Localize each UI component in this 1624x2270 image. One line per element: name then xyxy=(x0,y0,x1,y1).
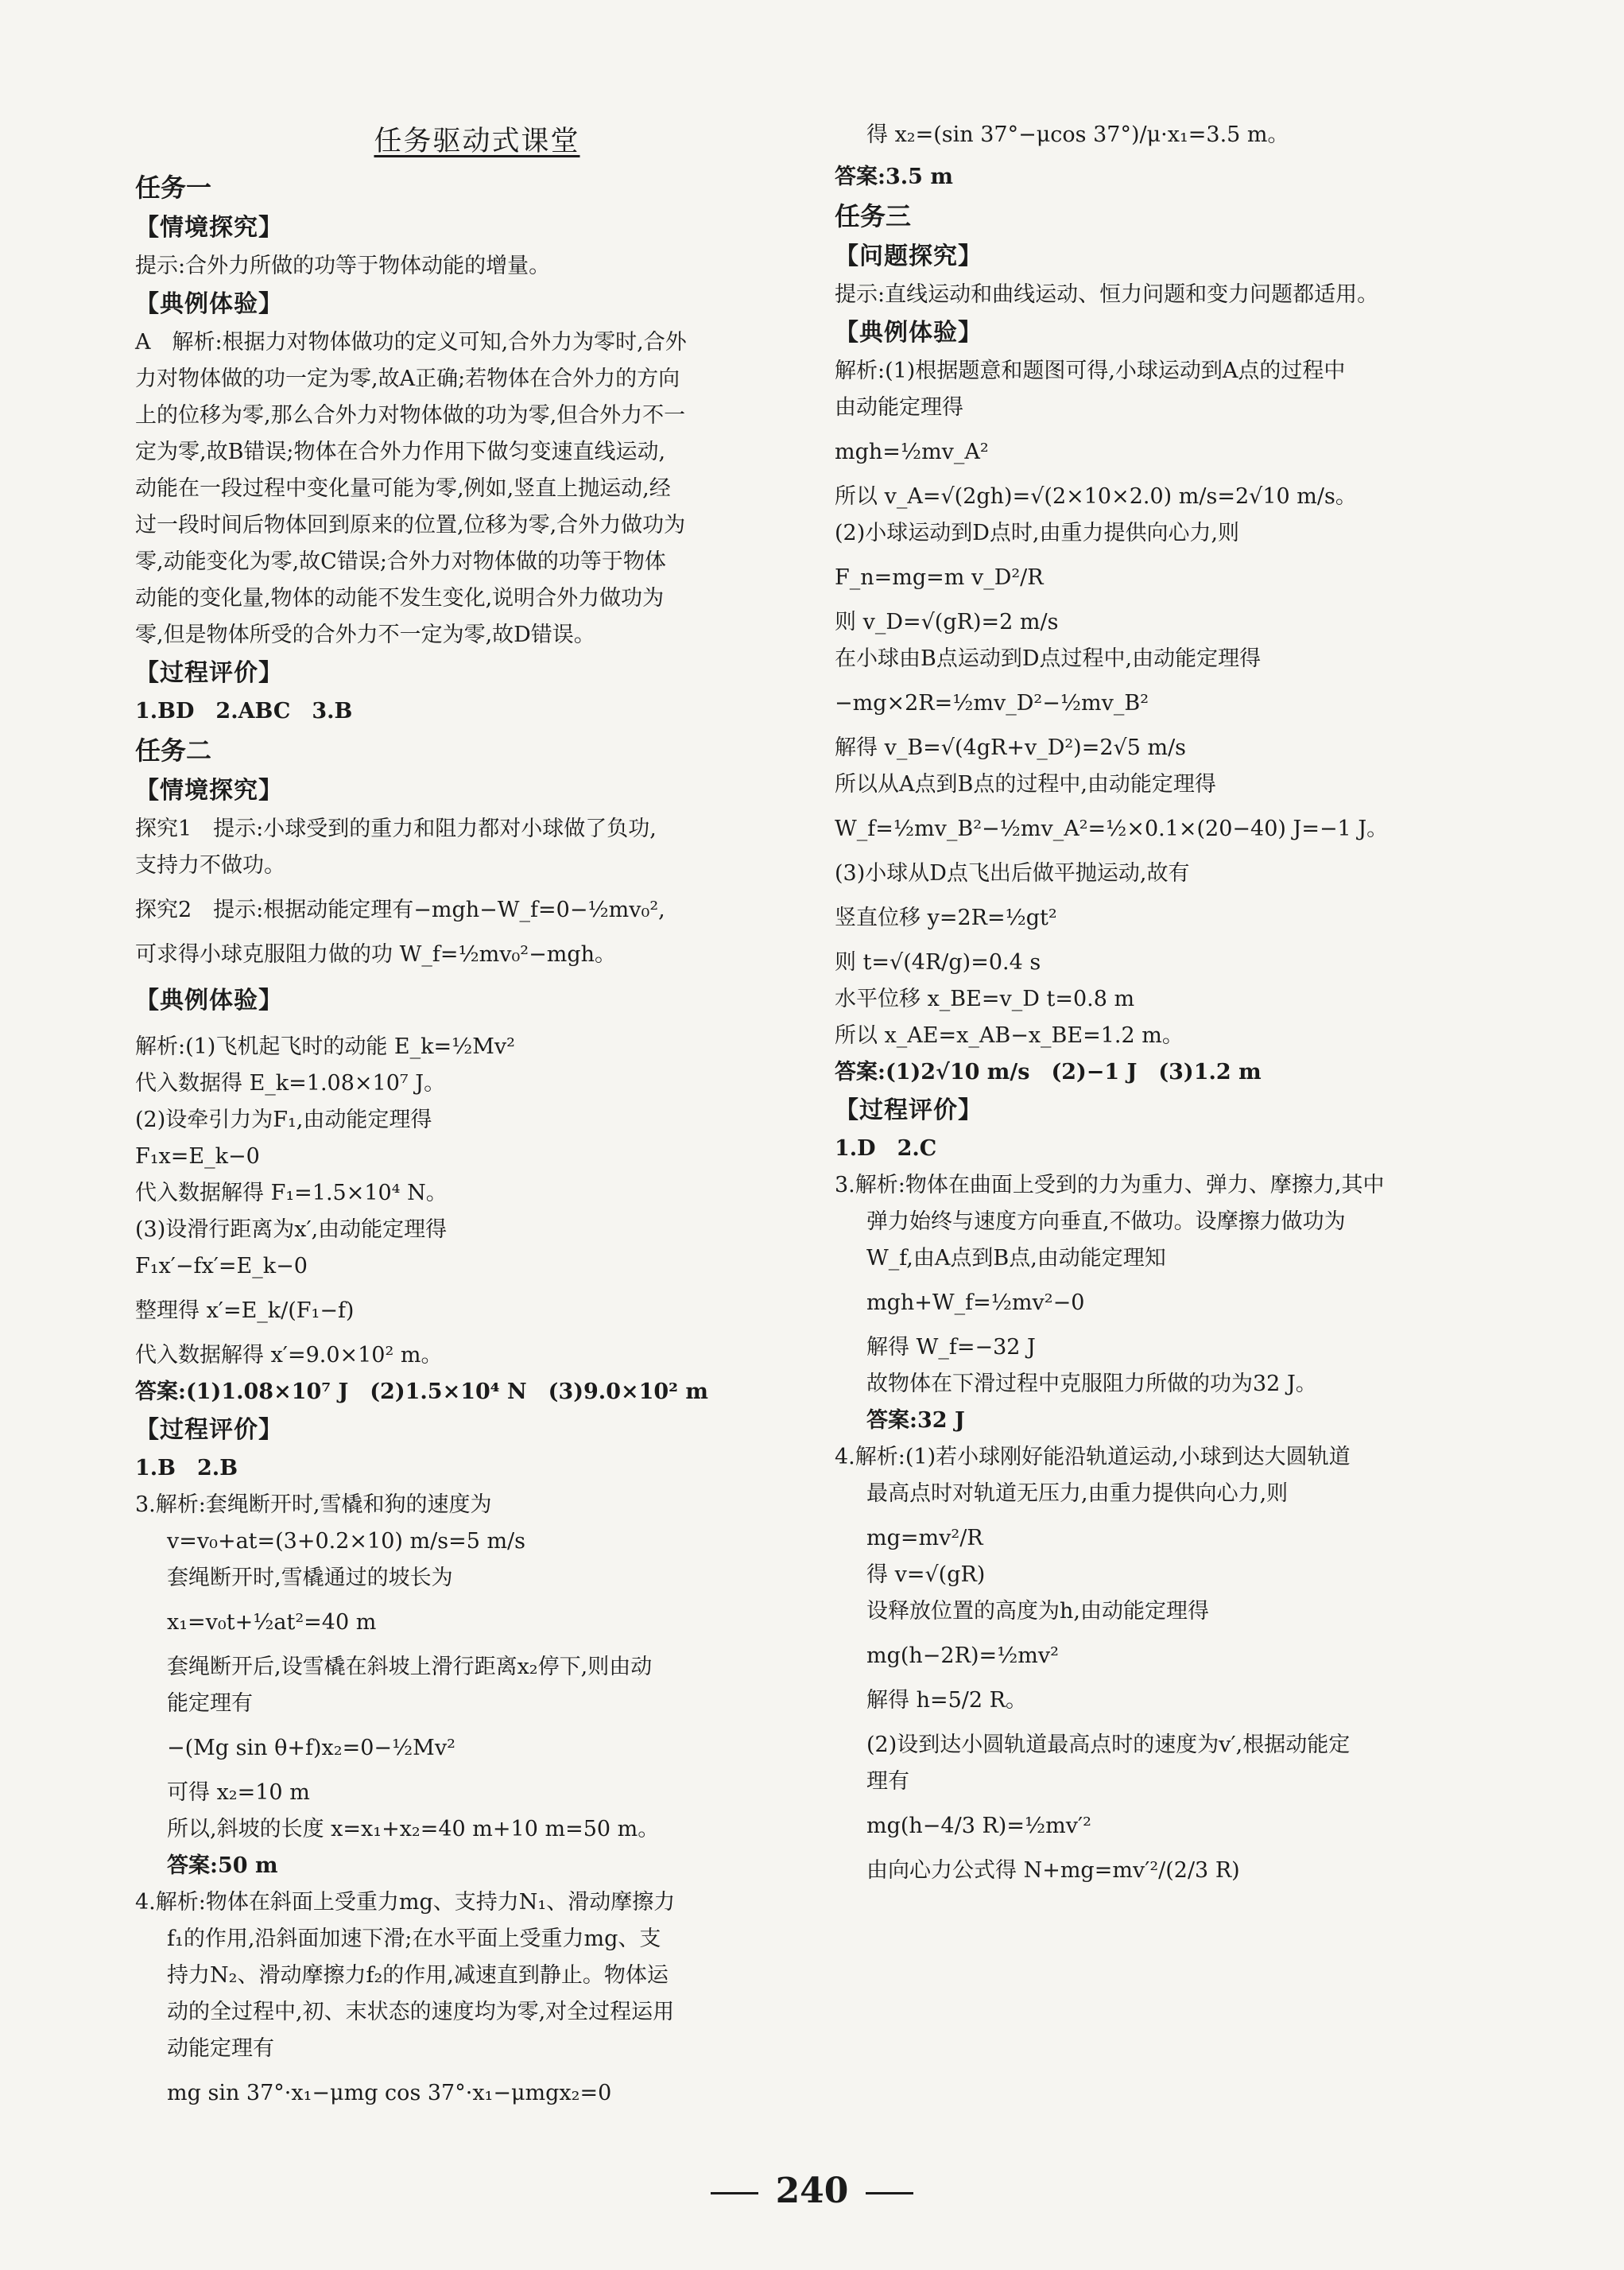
task2-answer: 答案:(1)1.08×10⁷ J (2)1.5×10⁴ N (3)9.0×10² m xyxy=(135,1379,708,1404)
task2-heading: 任务二 xyxy=(135,735,212,766)
q4-line: 4.解析:物体在斜面上受重力mg、支持力N₁、滑动摩擦力 xyxy=(135,1890,676,1915)
formula-line: −mg×2R=½mv_D²−½mv_B² xyxy=(835,691,1149,716)
q4-line: 理有 xyxy=(866,1769,909,1794)
text-line: 探究2 提示:根据动能定理有−mgh−W_f=0−½mv₀², xyxy=(135,898,665,922)
q3-line: 所以,斜坡的长度 x=x₁+x₂=40 m+10 m=50 m。 xyxy=(167,1817,660,1841)
task3-answers: 1.D 2.C xyxy=(835,1136,937,1161)
formula-line: F₁x′−fx′=E_k−0 xyxy=(135,1254,308,1279)
formula-line: 解析:(1)根据题意和题图可得,小球运动到A点的过程中 xyxy=(835,359,1346,383)
q4-line: 动能定理有 xyxy=(167,2036,274,2061)
page-number-dash-left xyxy=(711,2192,758,2194)
task1-hint: 提示:合外力所做的功等于物体动能的增量。 xyxy=(135,254,551,278)
formula-line: 解得 v_B=√(4gR+v_D²)=2√5 m/s xyxy=(835,735,1187,760)
q4-line: 由向心力公式得 N+mg=mv′²/(2/3 R) xyxy=(866,1858,1240,1883)
q4-line: mg=mv²/R xyxy=(866,1526,983,1550)
text-line: 探究1 提示:小球受到的重力和阻力都对小球做了负功, xyxy=(135,817,657,841)
q3-line: 3.解析:套绳断开时,雪橇和狗的速度为 xyxy=(135,1492,492,1517)
formula-line: W_f=½mv_B²−½mv_A²=½×0.1×(20−40) J=−1 J。 xyxy=(835,817,1389,841)
q4-line: 动的全过程中,初、末状态的速度均为零,对全过程运用 xyxy=(167,2000,675,2024)
formula-line: 解析:(1)飞机起飞时的动能 E_k=½Mv² xyxy=(135,1034,516,1059)
formula-line: (2)小球运动到D点时,由重力提供向心力,则 xyxy=(835,521,1240,545)
q4-line: 得 v=√(gR) xyxy=(866,1562,986,1587)
q3-line: v=v₀+at=(3+0.2×10) m/s=5 m/s xyxy=(167,1529,526,1554)
q4-line: (2)设到达小圆轨道最高点时的速度为v′,根据动能定 xyxy=(866,1733,1351,1757)
page-number-text: 240 xyxy=(775,2171,849,2211)
formula-line: 由动能定理得 xyxy=(835,395,963,420)
left-column xyxy=(135,119,819,2112)
q4-line: mg sin 37°·x₁−μmg cos 37°·x₁−μmgx₂=0 xyxy=(167,2081,612,2105)
task2-section-example: 【典例体验】 xyxy=(135,987,283,1015)
task2-section-scenario: 【情境探究】 xyxy=(135,777,283,805)
text-line: 力对物体做的功一定为零,故A正确;若物体在合外力的方向 xyxy=(135,367,680,391)
task3-section-example: 【典例体验】 xyxy=(835,319,983,347)
task1-heading: 任务一 xyxy=(135,173,212,203)
q3-line: W_f,由A点到B点,由动能定理知 xyxy=(866,1246,1166,1271)
q4-line: 解得 h=5/2 R。 xyxy=(866,1688,1027,1713)
q3-line: −(Mg sin θ+f)x₂=0−½Mv² xyxy=(167,1736,455,1760)
text-line: 支持力不做功。 xyxy=(135,853,285,878)
q3-line: 套绳断开时,雪橇通过的坡长为 xyxy=(167,1566,453,1590)
task3-heading: 任务三 xyxy=(835,201,912,231)
formula-line: mgh=½mv_A² xyxy=(835,440,989,464)
text-line: 零,但是物体所受的合外力不一定为零,故D错误。 xyxy=(135,623,595,647)
right-column xyxy=(835,111,1479,1889)
formula-line: (3)小球从D点飞出后做平抛运动,故有 xyxy=(835,861,1190,886)
formula-line: 竖直位移 y=2R=½gt² xyxy=(835,906,1057,930)
answer-line: 答案:3.5 m xyxy=(835,165,953,189)
text-line: 动能的变化量,物体的动能不发生变化,说明合外力做功为 xyxy=(135,586,665,611)
task3-section-evaluation: 【过程评价】 xyxy=(835,1096,983,1124)
q3-line: 故物体在下滑过程中克服阻力所做的功为32 J。 xyxy=(866,1372,1317,1396)
formula-line: F₁x=E_k−0 xyxy=(135,1144,260,1169)
task2-section-evaluation: 【过程评价】 xyxy=(135,1416,283,1444)
text-line: 定为零,故B错误;物体在合外力作用下做匀变速直线运动, xyxy=(135,440,666,464)
text-line: 过一段时间后物体回到原来的位置,位移为零,合外力做功为 xyxy=(135,513,686,537)
formula-line: 所以 v_A=√(2gh)=√(2×10×2.0) m/s=2√10 m/s。 xyxy=(835,484,1357,509)
formula-line: 所以 x_AE=x_AB−x_BE=1.2 m。 xyxy=(835,1023,1184,1048)
q3-answer: 答案:50 m xyxy=(167,1853,278,1878)
formula-line: (2)设牵引力为F₁,由动能定理得 xyxy=(135,1108,432,1132)
q3-line: 3.解析:物体在曲面上受到的力为重力、弹力、摩擦力,其中 xyxy=(835,1173,1385,1197)
q4-line: 4.解析:(1)若小球刚好能沿轨道运动,小球到达大圆轨道 xyxy=(835,1445,1351,1469)
q4-line: mg(h−4/3 R)=½mv′² xyxy=(866,1814,1091,1838)
q3-line: mgh+W_f=½mv²−0 xyxy=(866,1290,1085,1315)
page-number xyxy=(0,2171,1624,2211)
task3-answer: 答案:(1)2√10 m/s (2)−1 J (3)1.2 m xyxy=(835,1060,1262,1085)
formula-line: 得 x₂=(sin 37°−μcos 37°)/μ·x₁=3.5 m。 xyxy=(866,122,1289,147)
q4-line: 设释放位置的高度为h,由动能定理得 xyxy=(866,1599,1209,1624)
task3-section-problem: 【问题探究】 xyxy=(835,243,983,270)
task1-explanation xyxy=(135,324,819,654)
formula-line: 代入数据解得 x′=9.0×10² m。 xyxy=(135,1343,443,1368)
q4-line: 持力N₂、滑动摩擦力f₂的作用,减速直到静止。物体运 xyxy=(167,1963,669,1988)
task1-section-evaluation: 【过程评价】 xyxy=(135,659,283,687)
q3-line: 弹力始终与速度方向垂直,不做功。设摩擦力做功为 xyxy=(866,1209,1346,1234)
task2-answers: 1.B 2.B xyxy=(135,1456,238,1480)
q3-line: 能定理有 xyxy=(167,1691,253,1716)
formula-line: 在小球由B点运动到D点过程中,由动能定理得 xyxy=(835,646,1262,671)
q4-line: f₁的作用,沿斜面加速下滑;在水平面上受重力mg、支 xyxy=(167,1927,661,1951)
task1-section-scenario: 【情境探究】 xyxy=(135,214,283,242)
formula-line: 整理得 x′=E_k/(F₁−f) xyxy=(135,1298,355,1323)
text-line: 上的位移为零,那么合外力对物体做的功为零,但合外力不一 xyxy=(135,403,686,428)
formula-line: 代入数据解得 F₁=1.5×10⁴ N。 xyxy=(135,1181,448,1205)
formula-line: (3)设滑行距离为x′,由动能定理得 xyxy=(135,1217,448,1242)
q4-line: mg(h−2R)=½mv² xyxy=(866,1643,1059,1668)
text-line: 零,动能变化为零,故C错误;合外力对物体做的功等于物体 xyxy=(135,549,666,574)
text-line: 动能在一段过程中变化量可能为零,例如,竖直上抛运动,经 xyxy=(135,476,671,501)
formula-line: 则 v_D=√(gR)=2 m/s xyxy=(835,610,1059,634)
q4-line: 最高点时对轨道无压力,由重力提供向心力,则 xyxy=(866,1481,1289,1506)
q3-answer: 答案:32 J xyxy=(866,1408,965,1433)
task1-section-example: 【典例体验】 xyxy=(135,290,283,318)
q3-line: 可得 x₂=10 m xyxy=(167,1780,310,1805)
page-title: 任务驱动式课堂 xyxy=(374,126,580,157)
formula-line: 所以从A点到B点的过程中,由动能定理得 xyxy=(835,772,1216,797)
task1-answers: 1.BD 2.ABC 3.B xyxy=(135,699,353,724)
page-number-dash-right xyxy=(866,2192,913,2194)
text-line: 可求得小球克服阻力做的功 W_f=½mv₀²−mgh。 xyxy=(135,942,617,967)
formula-line: 水平位移 x_BE=v_D t=0.8 m xyxy=(835,987,1135,1011)
q3-line: 解得 W_f=−32 J xyxy=(866,1335,1036,1360)
text-line: A 解析:根据力对物体做功的定义可知,合外力为零时,合外 xyxy=(135,330,687,355)
q3-line: 套绳断开后,设雪橇在斜坡上滑行距离x₂停下,则由动 xyxy=(167,1655,653,1679)
task3-hint: 提示:直线运动和曲线运动、恒力问题和变力问题都适用。 xyxy=(835,282,1379,307)
q3-line: x₁=v₀t+½at²=40 m xyxy=(167,1610,377,1635)
formula-line: 则 t=√(4R/g)=0.4 s xyxy=(835,950,1041,975)
formula-line: F_n=mg=m v_D²/R xyxy=(835,565,1044,590)
formula-line: 代入数据得 E_k=1.08×10⁷ J。 xyxy=(135,1071,446,1096)
